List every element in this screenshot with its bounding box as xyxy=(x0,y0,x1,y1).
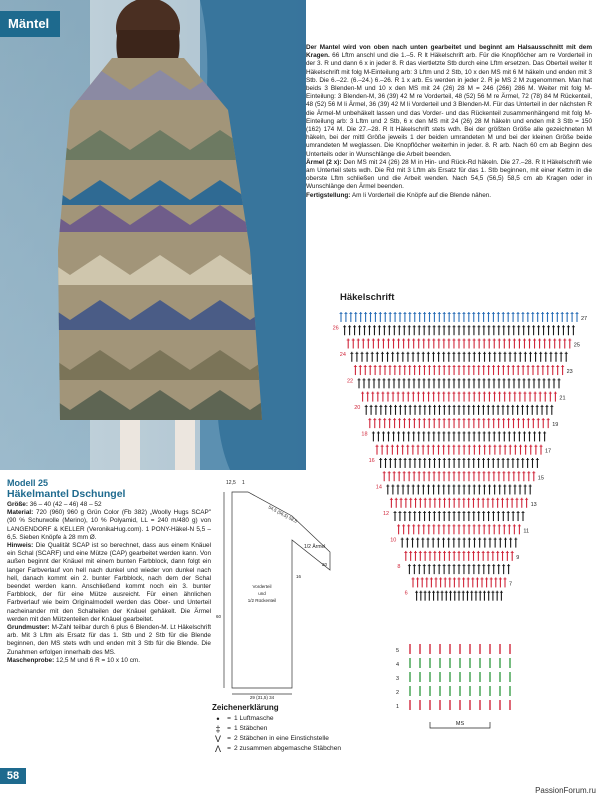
row-number-label: 13 xyxy=(530,501,537,508)
row-number-label: 20 xyxy=(354,404,361,411)
legend-text: 2 zusammen abgemasche Stäbchen xyxy=(234,745,342,752)
row-number-label: 2 xyxy=(396,690,400,696)
row-number-label: 5 xyxy=(396,648,400,654)
row-number-label: 1 xyxy=(396,704,400,710)
model-number: Modell 25 xyxy=(7,478,49,488)
row-number-label: 25 xyxy=(573,342,580,349)
instructions-paragraph-1 xyxy=(306,44,592,159)
gauge-value: 12,5 M und 6 R = 10 x 10 cm. xyxy=(54,656,141,664)
coat-photo-image xyxy=(0,0,306,470)
finishing-body: Am li Vorderteil die Knöpfe auf die Blende nähen. xyxy=(350,191,492,199)
symbol-legend xyxy=(212,703,412,754)
row-number-label: 24 xyxy=(339,351,346,358)
row-number-label: 27 xyxy=(581,316,588,322)
model-info xyxy=(7,478,211,665)
legend-text: 1 Stäbchen xyxy=(234,725,268,732)
gauge-label: Maschenprobe: xyxy=(7,656,55,664)
sleeve-body: Den MS mit 24 (26) 28 M in Hin- und Rück-Rd häkeln. Die 27.–28. R lt Häkelschrift wie am Unterteil stets wdh. Die Rd mit 3 Lftm als Ersatz für das 1. Stb beginnen, mit einer Kettm in die oberste Lftm schließen und die Arbeit wenden. Nach 54,5 (56,5) 58,5 cm ab Kragen oder in Wunschlänge den Ärmel beenden. xyxy=(306,158,592,191)
row-number-label: 21 xyxy=(559,395,566,402)
schematic-body-label-3: 1/2 Rückenteil xyxy=(247,598,277,603)
pattern-value: M-Zahl teilbar durch 6 plus 6 Blenden-M. Lt Häkelschrift arb. Mit 3 Lftm als Ersatz für das 1. Stb und 2 Stb für die Blende beginnen, den MS stets wdh und enden mit 3 Stb für die Blende. Die Zunahmen erfolgen innerhalb des MS. xyxy=(7,624,211,656)
size-value: 36 – 40 (42 – 46) 48 – 52 xyxy=(27,501,102,508)
schematic-body-label-1: Vorderteil xyxy=(252,584,272,589)
row-number-label: 16 xyxy=(368,458,375,464)
size-schematic xyxy=(212,478,342,700)
row-number-label: 10 xyxy=(390,537,397,544)
instructions-paragraph-2 xyxy=(306,159,592,192)
row-number-label: 4 xyxy=(396,662,400,668)
decrease-icon: Λ xyxy=(214,744,221,754)
watermark: PassionForum.ru xyxy=(535,786,596,795)
schematic-top-left: 12,5 xyxy=(226,480,236,486)
row-number-label: 22 xyxy=(347,378,354,385)
instructions-intro-bold: Der Mantel wird von oben nach unten gearbeitet und beginnt am Halsausschnitt mit dem Kragen. xyxy=(306,44,592,60)
schematic-body-label-2: und xyxy=(258,591,266,596)
schematic-top-mid: 1 xyxy=(242,480,245,486)
legend-title: Zeichenerklärung xyxy=(212,703,279,712)
schematic-bottom-label: 29 (31,5) 34 xyxy=(249,695,275,700)
size-line xyxy=(7,501,211,509)
coat-photo xyxy=(0,0,306,470)
pattern-label: Grundmuster: xyxy=(7,624,50,632)
row-number-label: 6 xyxy=(404,590,408,597)
page-number: 58 xyxy=(0,768,26,784)
size-label: Größe: xyxy=(7,501,28,508)
chart-title: Häkelschrift xyxy=(340,292,395,303)
hint-label: Hinweis: xyxy=(7,542,34,550)
legend-item: • = 1 Luftmasche xyxy=(212,714,412,724)
instructions-paragraph-3 xyxy=(306,192,592,200)
row-number-label: 7 xyxy=(509,581,513,588)
double-crochet-icon: ‡ xyxy=(215,724,221,734)
repeat-label: MS xyxy=(455,721,465,727)
crochet-chart-svg xyxy=(318,304,600,736)
schematic-sleeve-label: 1/2 Ärmel xyxy=(304,544,326,550)
material-line xyxy=(7,509,211,542)
row-number-label: 11 xyxy=(523,528,530,535)
gauge-line xyxy=(7,657,211,665)
row-number-label: 26 xyxy=(332,325,339,332)
sleeve-heading: Ärmel (2 x): xyxy=(306,158,342,166)
row-number-label: 3 xyxy=(396,676,400,682)
schematic-sleeve-width: 20 xyxy=(322,562,328,567)
row-number-label: 12 xyxy=(383,511,390,518)
section-tab: Mäntel xyxy=(0,11,60,37)
pattern-line xyxy=(7,624,211,657)
model-title: Häkelmantel Dschungel xyxy=(7,488,126,500)
row-number-label: 14 xyxy=(375,484,382,491)
increase-icon: V xyxy=(214,734,221,744)
row-number-label: 23 xyxy=(566,369,573,376)
schematic-neck-label: 54,5 (56,5) 58,5 xyxy=(267,504,298,524)
legend-text: 2 Stäbchen in eine Einstichstelle xyxy=(234,735,329,742)
hint-line xyxy=(7,542,211,624)
row-number-label: 17 xyxy=(545,448,552,455)
schematic-outline xyxy=(232,492,330,688)
material-label: Material: xyxy=(7,509,34,517)
legend-item: Λ = 2 zusammen abgemasche Stäbchen xyxy=(212,744,412,754)
row-number-label: 8 xyxy=(397,564,401,571)
legend-text: 1 Luftmasche xyxy=(234,715,274,722)
row-number-label: 18 xyxy=(361,431,368,438)
crochet-chart xyxy=(318,304,600,736)
chain-stitch-icon: • xyxy=(216,714,220,724)
instructions-body: 66 Lftm anschl und die 1.–5. R lt Häkelschrift arb. Für die Knopflöcher am re Vorderteil in der 3. R und dann 6 x in jeder 8. R das viertletzte Stb durch eine Lftm ersetzen. Das Oberteil weiter lt Häkelschrift mit folg M-Einteilung arb: 3 Lftm und 2 Stb, 10 x den MS mit 6 M häkeln und enden mit 3 Stb. Die 6.–22. (6.–24.) 6.–26. R 1 x arb. Es werden in jeder 2. R je MS 2 M zugenommen. Man hat beids 3 Blenden-M und 10 x den MS mit 24 (26) 28 M = 246 (266) 286 M. Weiter mit folg M-Einteilung: 3 Blenden-M, 36 (39) 42 M re Vorderteil, 48 (52) 56 M re Ärmel, 72 (78) 84 M Rückenteil, 48 (52) 56 M li Ärmel, 36 (39) 42 M li Vorderteil und 3 Blenden-M. Für das Unterteil in der nächsten R die Ärmel-M unbehäkelt lassen und das Vorder- und das Rückenteil zusammenhängend mit folg M-Einteilung arb: 3 Lftm und 2 Stb, 6 x den MS mit 24 (26) 28 M häkeln und enden mit 3 Stb = 150 (162) 174 M. Die 27.–28. R lt Häkelschrift stets wdh. Bei der größten Größe alle gezeichneten M häkeln, bei der mittl Größe jeweils 1 der beiden umrandeten M und bei der kleinen Größe beide umrandeten M weglassen. Die Knopflöcher weiterhin in jeder. 8. R arb. Nach 60 cm ab Beginn des Unterteils oder in Wunschlänge die Arbeit beenden. xyxy=(306,52,592,158)
row-number-label: 15 xyxy=(537,475,544,482)
finishing-heading: Fertigstellung: xyxy=(306,191,351,199)
hint-value: Die Qualität SCAP ist so berechnet, dass aus einem Knäuel ein Schal (SCARF) und eine Mütze (CAP) gearbeitet werden kann. Von außen beginnt der Knäuel mit einem bunten Farbblock, dann folgt ein langer Farbverlauf von hell nach dunkel und wieder von dunkel nach hell, danach kommt ein 2. bunter Farbblock, nach dem der Schal beendet werden kann. Anschließend kommt noch ein 3. bunter Farbblock, der für eine Mütze ausreicht. Für einen ähnlichen Farbverlauf wie beim Originalmodell werden das Ober- und Unterteil nacheinander mit den Schalteilen der Knäuel gehäkelt. Die Ärmel werden mit den Mützenteilen der Knäuel gearbeitet. xyxy=(7,542,211,623)
row-number-label: 19 xyxy=(552,422,559,429)
schematic-height-label: 60 xyxy=(216,614,222,619)
schematic-svg xyxy=(212,478,342,700)
row-number-label: 9 xyxy=(516,554,520,561)
schematic-side-label: 16 xyxy=(296,574,302,579)
instructions-text xyxy=(306,44,592,200)
legend-item: ‡ = 1 Stäbchen xyxy=(212,724,412,734)
legend-item: V = 2 Stäbchen in eine Einstichstelle xyxy=(212,734,412,744)
material-value: 720 (960) 960 g Grün Color (Fb 382) „Woolly Hugs SCAP" (90 % Schurwolle (Merino), 10 % Polyamid, LL = 240 m/480 g) von LANGENDORF & KELLER (VeronikaHug.com). 1 PONY-Häkel-N 5,5 – 6,5. Sieben Knöpfe à 28 mm Ø. xyxy=(7,509,211,541)
